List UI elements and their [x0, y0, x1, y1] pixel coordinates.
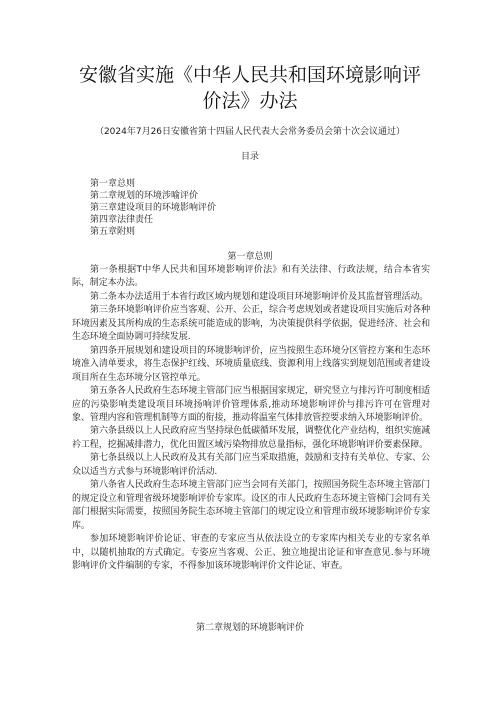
article-7: 第七条县级以上人民政府及其有关部门应当采取措施，鼓励和支持有关单位、专家、公众以适当方式参与环境影响评价活动. [72, 453, 430, 477]
article-3: 第三条环境影响评价应当客观、公开、公正，综合考虑规划或者建设项目实施后对各种环境因素及其所构成的生态系统可能造成的影响，为决策提供科学依据，促进经济、社会和生态环境全面协调可持续发展. [72, 305, 430, 343]
toc-item-chapter-5: 第五章附则 [90, 227, 136, 237]
chapter-2-heading: 第二章规划的环境影响评价 [195, 623, 304, 633]
document-body [72, 264, 430, 573]
article-6: 第六条县级以上人民政府应当坚持绿色低碳循环发展，调整优化产业结构，组织实施减衿工程，挖掘减排潜力，优化田置区域污染物排放总量指标，强化环境影响评价要素保障。 [72, 426, 430, 450]
article-5: 第五条各人民政府生态环境主管部门应当根据国家规定，研究竖立与排污许可制度相适应的污染影响类建设项目环境扬响评价管理体系,推动环境影响评价与排污许可在管理对象、管理内容和管理机制等方面的衔接，推动将温室气体排放管控要求纳入环境影响评价。 [72, 386, 430, 423]
article-8: 第八条省人民政府生态环境主管部门应当会同有关部门，按照国务院生态环境主管部门的规定设立和管理省级环境影响评价专家库。设区的市人民政府生态环境主管梯门会同有关部门根据实际需要，按照国务院生态环境主管部门的规定设立和管理市级环境影响评价专家库。 [72, 480, 430, 531]
toc-item-chapter-1: 第一章总则 [90, 179, 136, 189]
article-4: 第四条开展规划和建设项目的环境影响评价，应当按照生态环境分区管控方案和生态环境准入清单要求，将生态保护红线、环境质量底线、资源利用上线落实到规划范围或者建设项目所在生态环境分区管控单元。 [72, 345, 430, 383]
article-2: 第二条本办法适用于本省行政区域内规划和建设项目环境影响评价及其监督管理活动。 [90, 291, 429, 302]
adoption-note: （2024年7月26日安徽省第十四届人民代表大会常务委员会第十次会议通过） [94, 127, 406, 137]
toc-item-chapter-2: 第二章规划的环境涉喻评价 [90, 191, 199, 201]
toc-item-chapter-4: 第四章法律责任 [90, 215, 154, 225]
table-of-contents [90, 178, 390, 238]
toc-item-chapter-3: 第三章建设项目的环境影响评价 [90, 203, 217, 213]
toc-heading: 目录 [240, 152, 259, 162]
chapter-1-heading: 第一章总则 [227, 252, 273, 262]
document-title-line-2: 价法》办法 [202, 90, 298, 112]
document-title-line-1: 安徽省实施《中华人民共和国环境影响评 [78, 64, 421, 86]
article-1: 第一条根据T中华人民共和国环境影响评价法》和有关法律、行政法规，结合本省实际，制定本办法。 [72, 265, 430, 289]
article-8-paragraph-2: 参加环境影响评价论证、审查的专家应当从依法设立的专家库内相关专业的专家名单中，以随机抽取的方式确定。专姿应当客观、公正、独立地提出论证和审查意见.参与环境影响评价文件编制的专家，不得参加该环境影响评价文件论证、审查。 [72, 534, 430, 571]
